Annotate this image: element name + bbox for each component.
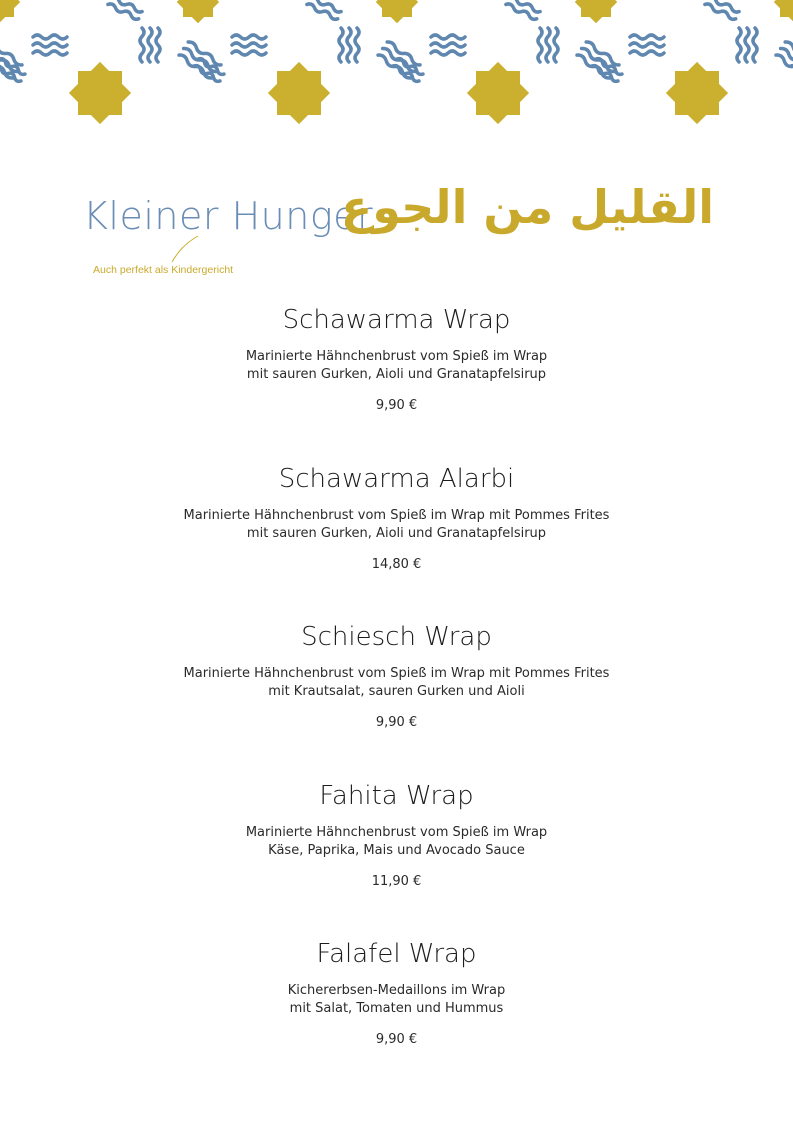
wave-ornament — [630, 35, 664, 55]
menu-list — [0, 300, 793, 1093]
star-ornament — [177, 0, 219, 23]
wave-ornament — [306, 0, 342, 21]
wave-ornament — [431, 35, 465, 55]
menu-item-description-line: Käse, Paprika, Mais und Avocado Sauce — [268, 842, 525, 858]
wave-ornament — [339, 28, 359, 62]
menu-item-description-line: mit sauren Gurken, Aioli und Granatapfelsirup — [246, 367, 547, 382]
menu-item-name: Schawarma Wrap — [282, 305, 511, 335]
menu-item-description-line: Marinierte Hähnchenbrust vom Spieß im Wrap mit Pommes Frites — [183, 507, 610, 523]
star-ornament — [467, 62, 529, 124]
menu-item-description-line: mit sauren Gurken, Aioli und Granatapfelsirup — [246, 525, 547, 541]
menu-item-name: Schiesch Wrap — [301, 622, 492, 652]
menu-item-description-line: Marinierte Hähnchenbrust vom Spieß im Wrap mit Pommes Frites — [183, 666, 610, 681]
menu-item-description — [0, 348, 793, 384]
star-ornament — [575, 0, 617, 23]
star-ornament — [666, 62, 728, 124]
menu-item-description — [0, 665, 793, 701]
section-title-arabic: القليل من الجوع — [340, 180, 714, 234]
wave-ornament — [107, 0, 143, 21]
menu-item-description — [0, 824, 793, 860]
section-header — [0, 180, 793, 280]
wave-ornament — [140, 28, 160, 62]
swoosh-icon — [170, 234, 202, 264]
star-ornament — [774, 0, 793, 23]
menu-item — [0, 617, 793, 776]
wave-ornament — [737, 28, 757, 62]
menu-item — [0, 934, 793, 1093]
wave-ornament — [538, 28, 558, 62]
section-subtitle: Auch perfekt als Kindergericht — [93, 264, 234, 276]
star-ornament — [376, 0, 418, 23]
decorative-header-pattern — [0, 0, 793, 130]
menu-item-description-line: Marinierte Hähnchenbrust vom Spieß im Wrap — [245, 824, 548, 840]
menu-item-price: 9,90 € — [375, 715, 418, 730]
menu-item-price: 14,80 € — [371, 556, 422, 572]
menu-item-description-line: Marinierte Hähnchenbrust vom Spieß im Wrap — [245, 349, 548, 364]
menu-item-name: Fahita Wrap — [319, 780, 474, 811]
star-ornament — [69, 62, 131, 124]
menu-item-description-line: Kichererbsen-Medaillons im Wrap — [287, 983, 506, 998]
wave-ornament — [704, 0, 740, 21]
menu-item — [0, 459, 793, 618]
wave-ornament — [232, 35, 266, 55]
menu-item-description — [0, 982, 793, 1018]
wave-ornament — [505, 0, 541, 21]
section-title-german: Kleiner Hunger — [83, 194, 374, 238]
wave-ornament — [775, 40, 793, 79]
menu-item-description-line: mit Salat, Tomaten und Hummus — [289, 1001, 504, 1016]
star-ornament — [0, 0, 20, 23]
menu-item-price: 11,90 € — [371, 873, 422, 889]
menu-item-description-line: mit Krautsalat, sauren Gurken und Aioli — [268, 684, 525, 699]
star-ornament — [268, 62, 330, 124]
menu-item — [0, 776, 793, 935]
menu-item-name: Schawarma Alarbi — [278, 463, 515, 494]
menu-item-price: 9,90 € — [375, 1032, 418, 1047]
menu-item-description — [0, 507, 793, 543]
menu-item — [0, 300, 793, 459]
menu-item-price: 9,90 € — [375, 398, 418, 413]
wave-ornament — [33, 35, 67, 55]
menu-item-name: Falafel Wrap — [316, 939, 477, 969]
